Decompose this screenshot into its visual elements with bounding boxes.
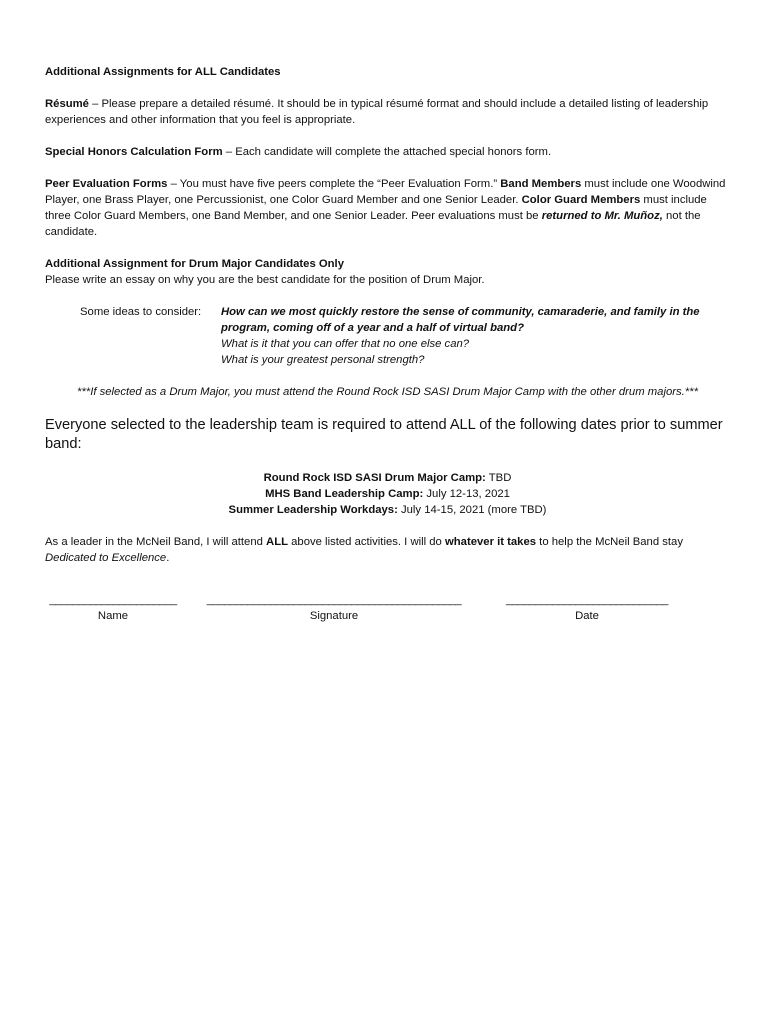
document-page bbox=[45, 64, 730, 632]
heading-all-candidates: Additional Assignments for ALL Candidates bbox=[45, 66, 281, 78]
everyone-statement: Everyone selected to the leadership team is required to attend ALL of the following dates prior to summer band: bbox=[45, 417, 723, 452]
date-label: Date bbox=[575, 610, 599, 622]
resume-paragraph: Résumé – Please prepare a detailed résumé. It should be in typical résumé format and should include a detailed listing of leadership experiences and other information that you feel is appropriate. bbox=[45, 98, 709, 126]
date-item: Round Rock ISD SASI Drum Major Camp: TBD bbox=[263, 472, 512, 484]
date-line: ____________________________ bbox=[506, 594, 668, 606]
drum-major-camp-note: ***If selected as a Drum Major, you must attend the Round Rock ISD SASI Drum Major Camp with the other drum majors.*** bbox=[77, 386, 698, 398]
idea-item: What is your greatest personal strength? bbox=[221, 354, 425, 366]
peer-paragraph: Peer Evaluation Forms – You must have five peers complete the “Peer Evaluation Form.” Band Members must include one Woodwind Player, one Brass Player, one Percussionist, one Color Guard Member and one Senior Leader. Color Guard Members must include three Color Guard Members, one Band Member, and one Senior Leader. Peer evaluations must be returned to Mr. Muñoz, not the candidate. bbox=[45, 178, 726, 238]
drum-major-prompt: Please write an essay on why you are the best candidate for the position of Drum Major. bbox=[45, 274, 485, 286]
idea-item: How can we most quickly restore the sense of community, camaraderie, and family in the program, coming off of a year and a half of virtual band? bbox=[221, 306, 700, 334]
name-line: ______________________ bbox=[49, 594, 177, 606]
name-label: Name bbox=[97, 610, 129, 622]
signature-label: Signature bbox=[309, 610, 359, 622]
date-field[interactable] bbox=[498, 592, 676, 624]
dates-list bbox=[45, 470, 730, 518]
signature-field[interactable] bbox=[195, 592, 473, 624]
name-field[interactable] bbox=[45, 592, 181, 624]
drum-major-heading: Additional Assignment for Drum Major Candidates Only bbox=[45, 258, 344, 270]
ideas-block bbox=[45, 304, 730, 368]
peer-label: Peer Evaluation Forms bbox=[45, 178, 168, 190]
idea-item: What is it that you can offer that no one else can? bbox=[221, 338, 470, 350]
signature-row bbox=[45, 592, 730, 632]
honors-paragraph: Special Honors Calculation Form – Each candidate will complete the attached special honors form. bbox=[45, 146, 552, 158]
pledge-paragraph: As a leader in the McNeil Band, I will attend ALL above listed activities. I will do whatever it takes to help the McNeil Band stay Dedicated to Excellence. bbox=[45, 536, 683, 564]
signature-line: ____________________________________________ bbox=[206, 594, 462, 606]
motto: Dedicated to Excellence bbox=[45, 552, 167, 564]
ideas-list bbox=[221, 304, 730, 368]
date-item: Summer Leadership Workdays: July 14-15, 2021 (more TBD) bbox=[228, 504, 547, 516]
honors-label: Special Honors Calculation Form bbox=[45, 146, 223, 158]
date-item: MHS Band Leadership Camp: July 12-13, 2021 bbox=[265, 488, 510, 500]
returned-to-note: returned to Mr. Muñoz, bbox=[541, 210, 663, 222]
ideas-label: Some ideas to consider: bbox=[80, 306, 202, 318]
resume-label: Résumé bbox=[45, 98, 89, 110]
